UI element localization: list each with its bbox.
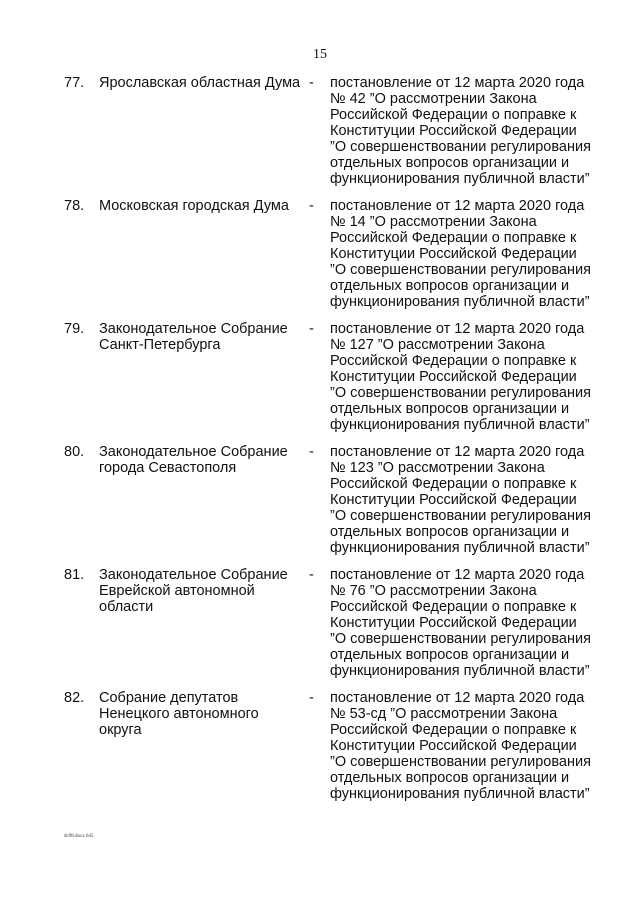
resolution-line: Российской Федерации о поправке к	[330, 599, 577, 615]
resolution-line: № 127 ”О рассмотрении Закона	[330, 337, 545, 353]
resolution-line: функционирования публичной власти”	[330, 417, 590, 433]
resolution-line: постановление от 12 марта 2020 года	[330, 321, 585, 337]
separator-dash: -	[309, 321, 314, 337]
entry-number: 77.	[64, 75, 85, 91]
list-item	[64, 690, 624, 813]
separator-dash: -	[309, 75, 314, 91]
resolution-line: отдельных вопросов организации и	[330, 770, 570, 786]
resolution-line: № 53-сд ”О рассмотрении Закона	[330, 706, 558, 722]
resolution-text	[330, 444, 620, 556]
organization-name: Законодательное Собрание города Севастополя	[99, 444, 288, 476]
resolution-text	[330, 567, 620, 679]
resolution-line: функционирования публичной власти”	[330, 540, 590, 556]
resolution-line: функционирования публичной власти”	[330, 663, 590, 679]
resolution-line: Конституции Российской Федерации	[330, 738, 577, 754]
entry-number: 78.	[64, 198, 85, 214]
resolution-line: постановление от 12 марта 2020 года	[330, 75, 585, 91]
separator-dash: -	[309, 690, 314, 706]
resolution-line: функционирования публичной власти”	[330, 171, 590, 187]
resolution-line: Российской Федерации о поправке к	[330, 107, 577, 123]
resolution-line: № 14 ”О рассмотрении Закона	[330, 214, 537, 230]
resolution-text	[330, 690, 620, 802]
separator-dash: -	[309, 444, 314, 460]
organization-name: Московская городская Дума	[99, 198, 289, 214]
resolution-line: функционирования публичной власти”	[330, 786, 590, 802]
organization-name: Законодательное Собрание Санкт-Петербурга	[99, 321, 288, 353]
entries-list	[64, 75, 624, 813]
resolution-line: ”О совершенствовании регулирования	[330, 508, 591, 524]
entry-number: 82.	[64, 690, 85, 706]
resolution-line: ”О совершенствовании регулирования	[330, 385, 591, 401]
list-item	[64, 321, 624, 444]
resolution-line: Российской Федерации о поправке к	[330, 230, 577, 246]
page-number: 15	[313, 47, 327, 62]
resolution-line: отдельных вопросов организации и	[330, 524, 570, 540]
entry-number: 81.	[64, 567, 85, 583]
document-footer: dc98.docx 645	[64, 834, 94, 839]
resolution-line: функционирования публичной власти”	[330, 294, 590, 310]
resolution-line: постановление от 12 марта 2020 года	[330, 444, 585, 460]
organization-name: Законодательное Собрание Еврейской автономной области	[99, 567, 288, 615]
resolution-line: Конституции Российской Федерации	[330, 246, 577, 262]
resolution-line: ”О совершенствовании регулирования	[330, 262, 591, 278]
list-item	[64, 567, 624, 690]
resolution-line: постановление от 12 марта 2020 года	[330, 198, 585, 214]
resolution-line: Конституции Российской Федерации	[330, 492, 577, 508]
organization-name: Ярославская областная Дума	[99, 75, 301, 91]
resolution-line: Конституции Российской Федерации	[330, 615, 577, 631]
resolution-text	[330, 75, 620, 187]
resolution-line: отдельных вопросов организации и	[330, 647, 570, 663]
resolution-text	[330, 321, 620, 433]
resolution-line: Российской Федерации о поправке к	[330, 476, 577, 492]
resolution-line: № 76 ”О рассмотрении Закона	[330, 583, 537, 599]
resolution-line: ”О совершенствовании регулирования	[330, 631, 591, 647]
resolution-line: Конституции Российской Федерации	[330, 123, 577, 139]
resolution-line: постановление от 12 марта 2020 года	[330, 567, 585, 583]
resolution-line: Российской Федерации о поправке к	[330, 722, 577, 738]
separator-dash: -	[309, 198, 314, 214]
resolution-line: ”О совершенствовании регулирования	[330, 754, 591, 770]
organization-name: Собрание депутатов Ненецкого автономного округа	[99, 690, 259, 738]
resolution-line: Российской Федерации о поправке к	[330, 353, 577, 369]
entry-number: 79.	[64, 321, 85, 337]
resolution-line: отдельных вопросов организации и	[330, 155, 570, 171]
resolution-text	[330, 198, 620, 310]
resolution-line: ”О совершенствовании регулирования	[330, 139, 591, 155]
list-item	[64, 198, 624, 321]
resolution-line: отдельных вопросов организации и	[330, 278, 570, 294]
resolution-line: отдельных вопросов организации и	[330, 401, 570, 417]
entry-number: 80.	[64, 444, 85, 460]
list-item	[64, 444, 624, 567]
list-item	[64, 75, 624, 198]
resolution-line: № 42 ”О рассмотрении Закона	[330, 91, 537, 107]
separator-dash: -	[309, 567, 314, 583]
resolution-line: № 123 ”О рассмотрении Закона	[330, 460, 545, 476]
resolution-line: постановление от 12 марта 2020 года	[330, 690, 585, 706]
resolution-line: Конституции Российской Федерации	[330, 369, 577, 385]
